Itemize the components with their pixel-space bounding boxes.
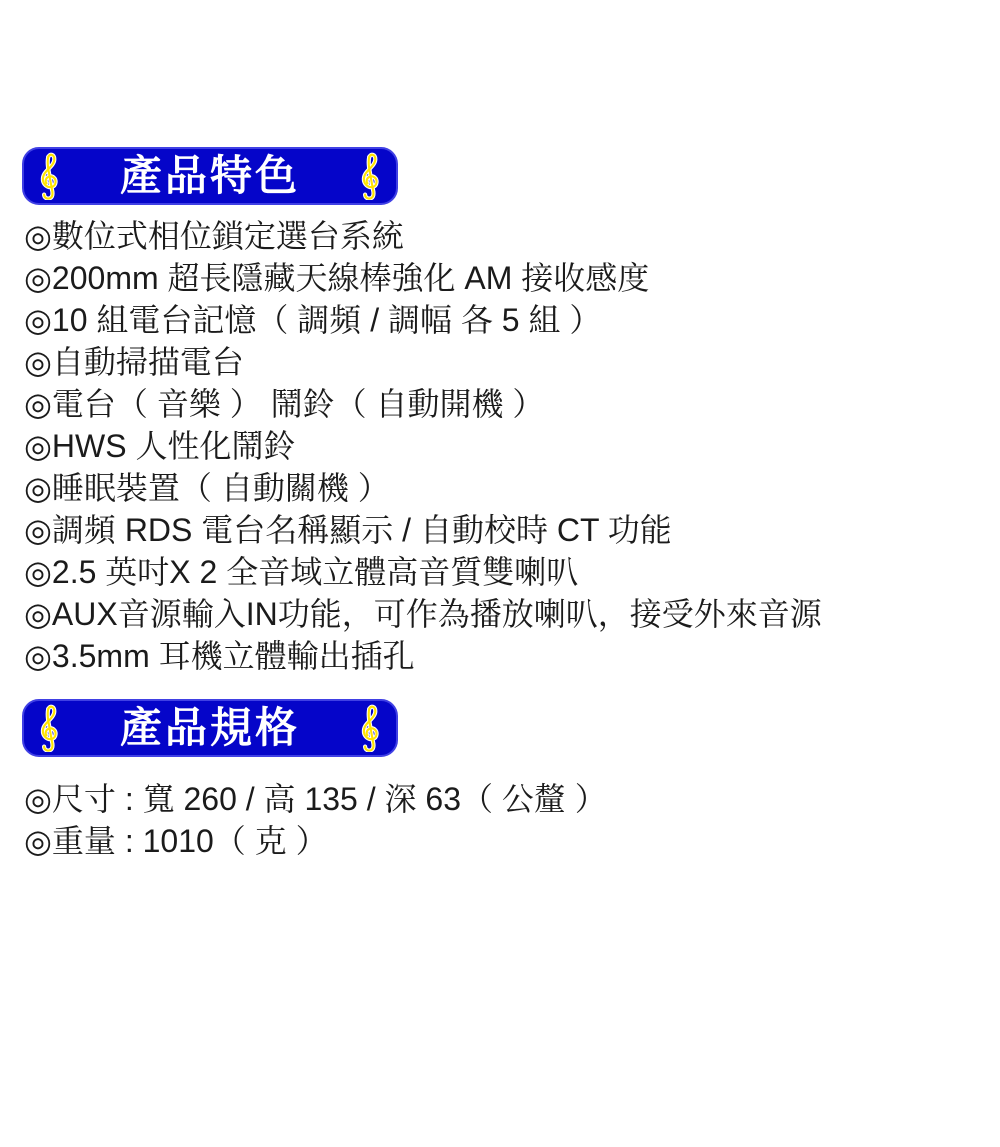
feature-text: 調頻 RDS 電台名稱顯示 / 自動校時 CT 功能 (51, 512, 672, 548)
bullseye-bullet-icon: ◎ (24, 344, 52, 380)
bullseye-bullet-icon: ◎ (24, 302, 52, 338)
treble-clef-icon (358, 704, 383, 752)
bullseye-bullet-icon: ◎ (24, 554, 52, 590)
feature-item (24, 425, 1000, 467)
spec-text: 尺寸 : 寬 260 / 高 135 / 深 63（ 公釐 ） (51, 781, 607, 817)
bullseye-bullet-icon: ◎ (24, 512, 52, 548)
bullseye-bullet-icon: ◎ (24, 638, 52, 674)
feature-text: 自動掃描電台 (51, 344, 244, 380)
feature-text: 10 組電台記憶（ 調頻 / 調幅 各 5 組 ） (51, 302, 602, 338)
feature-text: HWS 人性化鬧鈴 (51, 428, 296, 464)
bullseye-bullet-icon: ◎ (24, 428, 52, 464)
bullseye-bullet-icon: ◎ (24, 470, 52, 506)
feature-item (24, 467, 1000, 509)
features-banner-title: 產品特色 (119, 152, 300, 199)
specs-list (24, 778, 1000, 862)
feature-text: 200mm 超長隱藏天線棒強化 AM 接收感度 (51, 260, 650, 296)
feature-item (24, 257, 1000, 299)
feature-text: 睡眠裝置（ 自動關機 ） (51, 470, 390, 506)
treble-clef-icon (358, 152, 383, 200)
feature-item (24, 509, 1000, 551)
feature-item (24, 383, 1000, 425)
bullseye-bullet-icon: ◎ (24, 260, 52, 296)
bullseye-bullet-icon: ◎ (24, 218, 52, 254)
bullseye-bullet-icon: ◎ (24, 781, 52, 817)
feature-item (24, 551, 1000, 593)
feature-item (24, 341, 1000, 383)
features-banner (22, 147, 398, 205)
feature-item (24, 593, 1000, 635)
spec-item (24, 820, 1000, 862)
feature-text: AUX音源輸入IN功能，可作為播放喇叭，接受外來音源 (51, 596, 822, 632)
feature-item (24, 215, 1000, 257)
bullseye-bullet-icon: ◎ (24, 823, 52, 859)
treble-clef-icon (37, 152, 62, 200)
feature-text: 2.5 英吋X 2 全音域立體高音質雙喇叭 (51, 554, 579, 590)
features-list (24, 215, 1000, 677)
feature-text: 3.5mm 耳機立體輸出插孔 (51, 638, 415, 674)
specs-banner-title: 產品規格 (119, 704, 300, 751)
feature-text: 數位式相位鎖定選台系統 (51, 218, 404, 254)
feature-text: 電台（ 音樂 ） 鬧鈴（ 自動開機 ） (51, 386, 545, 422)
spec-text: 重量 : 1010（ 克 ） (51, 823, 328, 859)
specs-banner (22, 699, 398, 757)
feature-item (24, 635, 1000, 677)
feature-item (24, 299, 1000, 341)
bullseye-bullet-icon: ◎ (24, 386, 52, 422)
treble-clef-icon (37, 704, 62, 752)
spec-item (24, 778, 1000, 820)
bullseye-bullet-icon: ◎ (24, 596, 52, 632)
